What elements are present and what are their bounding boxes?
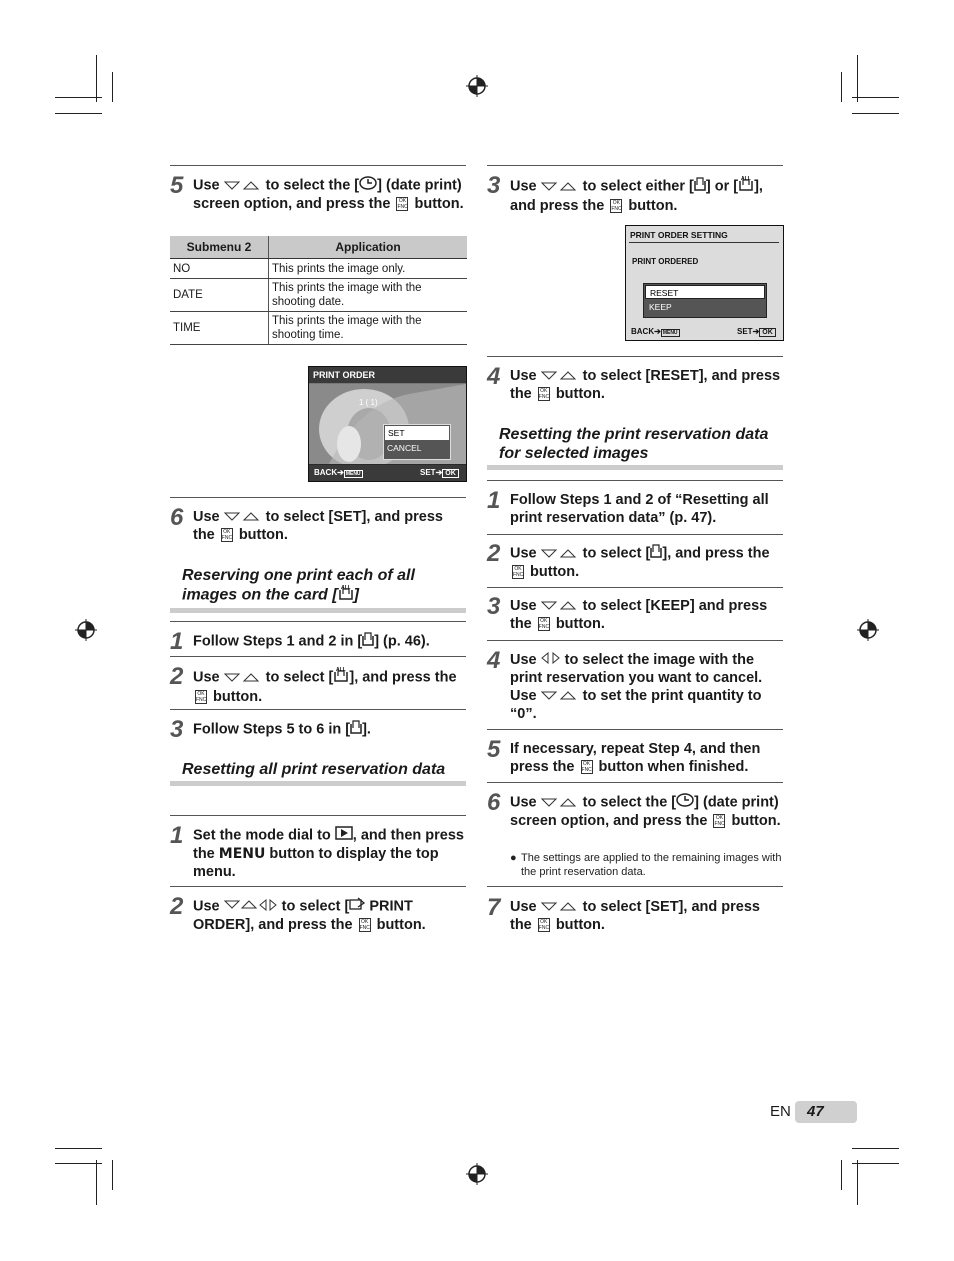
table-row: TIME This prints the image with the shooting time. (170, 312, 467, 345)
registration-mark-icon (75, 619, 97, 641)
reset-selected-step-1: 1 Follow Steps 1 and 2 of “Resetting all print reservation data” (p. 47). (487, 487, 769, 526)
divider (170, 815, 466, 816)
option-keep[interactable]: KEEP (649, 302, 672, 312)
submenu-table (170, 236, 467, 345)
ok-func-button-icon: OK FNC (538, 618, 550, 631)
section-heading-reserve-all: Reserving one print each of all images on the card [ ALL ] (170, 566, 466, 613)
camera-screen-print-order-setting: PRINT ORDER SETTING PRINT ORDERED RESET KEEP BACK➔ MENU SET➔ OK (625, 225, 784, 341)
table-row: NO This prints the image only. (170, 259, 467, 279)
divider (170, 621, 466, 622)
divider (487, 480, 783, 481)
registration-mark-icon (466, 75, 488, 97)
page-number-tab (795, 1101, 857, 1123)
divider (487, 587, 783, 588)
down-up-arrow-icon (541, 545, 579, 563)
registration-mark-icon (857, 619, 879, 641)
reset-selected-step-3: 3 Use to select [KEEP] and press the OK FNC button. (487, 593, 768, 633)
down-up-arrow-icon (541, 178, 579, 196)
divider (487, 165, 783, 166)
print-all-icon (738, 176, 754, 197)
right-step-4: 4 Use to select [RESET], and press the OK FNC button. (487, 363, 781, 403)
print-order-icon (349, 897, 365, 916)
reserve-step-2: 2 Use to select [ ALL ], and press the OK FNC button. (170, 663, 457, 705)
ok-func-button-icon: OK FNC (196, 691, 207, 704)
divider (487, 886, 783, 887)
ok-func-button-icon: OK FNC (359, 919, 370, 932)
down-up-arrow-icon (541, 898, 579, 916)
print-icon (350, 720, 362, 739)
divider (487, 729, 783, 730)
reset-selected-step-2: 2 Use to select [ ], and press the OK FNC button. (487, 540, 770, 580)
ok-func-button-icon: OK FNC (221, 529, 233, 542)
language-code: EN (770, 1103, 791, 1120)
print-icon (650, 544, 662, 563)
print-all-icon (338, 585, 354, 606)
down-up-arrow-icon (224, 508, 262, 526)
reserve-step-3: 3 Follow Steps 5 to 6 in [ ]. (170, 716, 371, 743)
clock-icon (676, 793, 694, 812)
reset-all-step-2: 2 Use to select [ PRINT ORDER], and press the OK FNC button. (170, 893, 426, 933)
camera-screen-print-order: PRINT ORDER 1 ( 1) SET CANCEL BACK➔ MENU SET➔ OK (308, 366, 467, 482)
reset-all-step-1: 1 Set the mode dial to , and then press the MENU button to display the top menu. (170, 822, 464, 880)
print-icon (362, 632, 374, 651)
ok-func-button-icon: OK FNC (397, 198, 408, 211)
section-heading-reset-selected: Resetting the print reservation data for selected images (487, 425, 783, 470)
down-up-arrow-icon (541, 597, 579, 615)
ok-func-button-icon: OK FNC (714, 815, 725, 828)
step-5: 5 Use to select the [ ] (date print) screen option, and press the OK FNC button. (170, 172, 464, 212)
down-up-arrow-icon (541, 367, 579, 385)
reserve-step-1: 1 Follow Steps 1 and 2 in [ ] (p. 46). (170, 628, 430, 655)
divider (170, 165, 466, 166)
reset-selected-step-7: 7 Use to select [SET], and press the OK FNC button. (487, 894, 760, 934)
down-up-arrow-icon (541, 794, 579, 812)
bullet-note: ● The settings are applied to the remaining images with the print reservation data. (510, 852, 782, 878)
divider (170, 497, 466, 498)
down-up-arrow-icon (224, 669, 262, 687)
ok-func-button-icon: OK FNC (538, 919, 550, 932)
page-number: 47 (807, 1103, 824, 1120)
clock-icon (359, 176, 377, 195)
ok-func-button-icon: OK FNC (538, 388, 550, 401)
divider (487, 534, 783, 535)
option-menu[interactable] (643, 283, 767, 318)
svg-text:ALL: ALL (336, 667, 347, 673)
left-right-arrow-icon (541, 651, 561, 669)
ok-func-button-icon: OK FNC (513, 566, 524, 579)
playback-icon (335, 826, 353, 845)
four-way-arrow-icon (224, 898, 278, 916)
divider (170, 886, 466, 887)
down-up-arrow-icon (224, 177, 262, 195)
reset-selected-step-5: 5 If necessary, repeat Step 4, and then press the OK FNC button when finished. (487, 736, 761, 775)
option-set[interactable]: SET (385, 426, 449, 440)
divider (487, 782, 783, 783)
ok-func-button-icon: OK FNC (581, 761, 592, 774)
divider (487, 356, 783, 357)
option-menu[interactable] (383, 424, 451, 460)
divider (487, 640, 783, 641)
table-header: Application (269, 236, 468, 259)
divider (170, 709, 466, 710)
divider (170, 656, 466, 657)
svg-text:ALL: ALL (741, 176, 751, 182)
table-row: DATE This prints the image with the shooting date. (170, 279, 467, 312)
registration-mark-icon (466, 1163, 488, 1185)
ok-func-button-icon: OK FNC (611, 200, 622, 213)
right-step-3: 3 Use to select either [ ] or [ ALL ], and press the OK FNC button. (487, 172, 763, 214)
print-all-icon (333, 667, 349, 688)
reset-selected-step-6: 6 Use to select the [ ] (date print) screen option, and press the OK FNC button. (487, 789, 781, 829)
option-reset[interactable]: RESET (645, 285, 765, 299)
down-up-arrow-icon (541, 687, 579, 705)
svg-text:ALL: ALL (340, 585, 351, 591)
option-cancel[interactable]: CANCEL (387, 443, 422, 453)
reset-selected-step-4: 4 Use to select the image with the print reservation you want to cancel. Use to set the print quantity to “0”. (487, 647, 763, 723)
step-6: 6 Use to select [SET], and press the OK FNC button. (170, 504, 443, 544)
section-heading-reset-all: Resetting all print reservation data (170, 760, 466, 786)
print-icon (694, 177, 706, 196)
table-header: Submenu 2 (170, 236, 269, 259)
